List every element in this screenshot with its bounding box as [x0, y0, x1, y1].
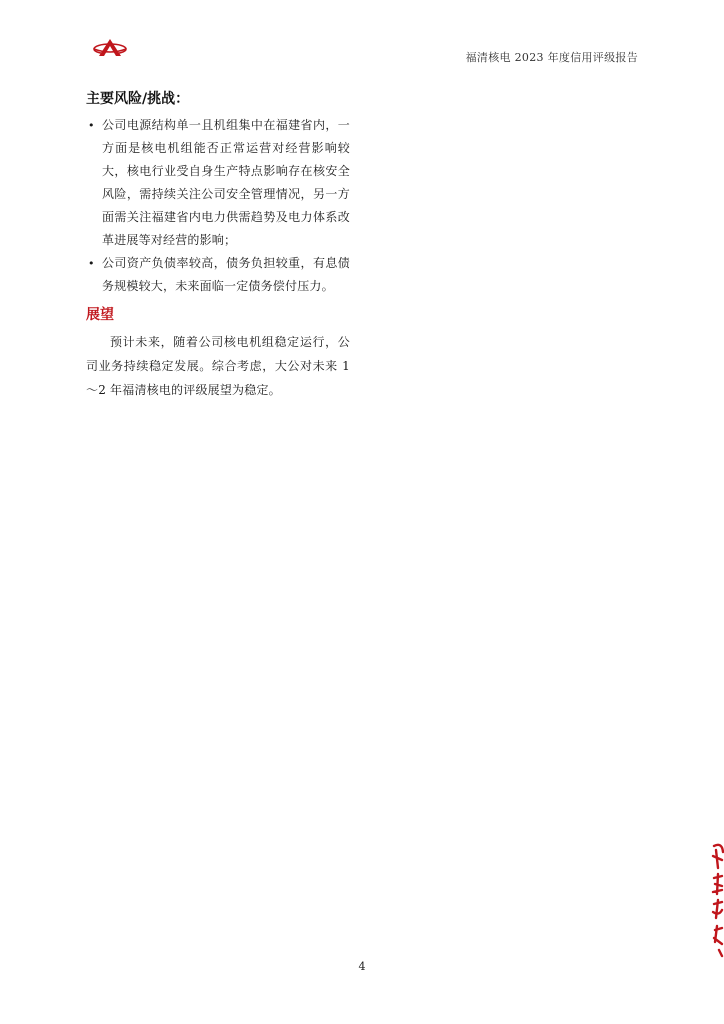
list-item [86, 114, 350, 252]
risks-list [86, 114, 350, 298]
company-logo-icon [92, 36, 128, 60]
bullet-icon: • [88, 119, 95, 132]
outlook-paragraph: 预计未来，随着公司核电机组稳定运行，公司业务持续稳定发展。综合考虑，大公对未来 1～2 年福清核电的评级展望为稳定。 [86, 335, 350, 397]
outlook-section [86, 304, 350, 402]
report-header-title: 福清核电 2023 年度信用评级报告 [465, 51, 638, 64]
risk-item-text: 公司电源结构单一且机组集中在福建省内，一方面是核电机组能否正常运营对经营影响较大，核电行业受自身生产特点影响存在核安全风险，需持续关注公司安全管理情况，另一方面需关注福建省内电力供需趋势及电力体系改革进展等对经营的影响； [102, 118, 350, 247]
risks-heading: 主要风险/挑战： [86, 91, 190, 107]
bullet-icon: • [88, 257, 95, 270]
red-seal-stamp-icon [710, 838, 724, 960]
list-item [86, 252, 350, 298]
report-content [86, 88, 350, 402]
page-number: 4 [358, 960, 366, 973]
outlook-heading: 展望 [86, 307, 114, 323]
risk-item-text: 公司资产负债率较高，债务负担较重，有息债务规模较大，未来面临一定债务偿付压力。 [102, 256, 350, 293]
